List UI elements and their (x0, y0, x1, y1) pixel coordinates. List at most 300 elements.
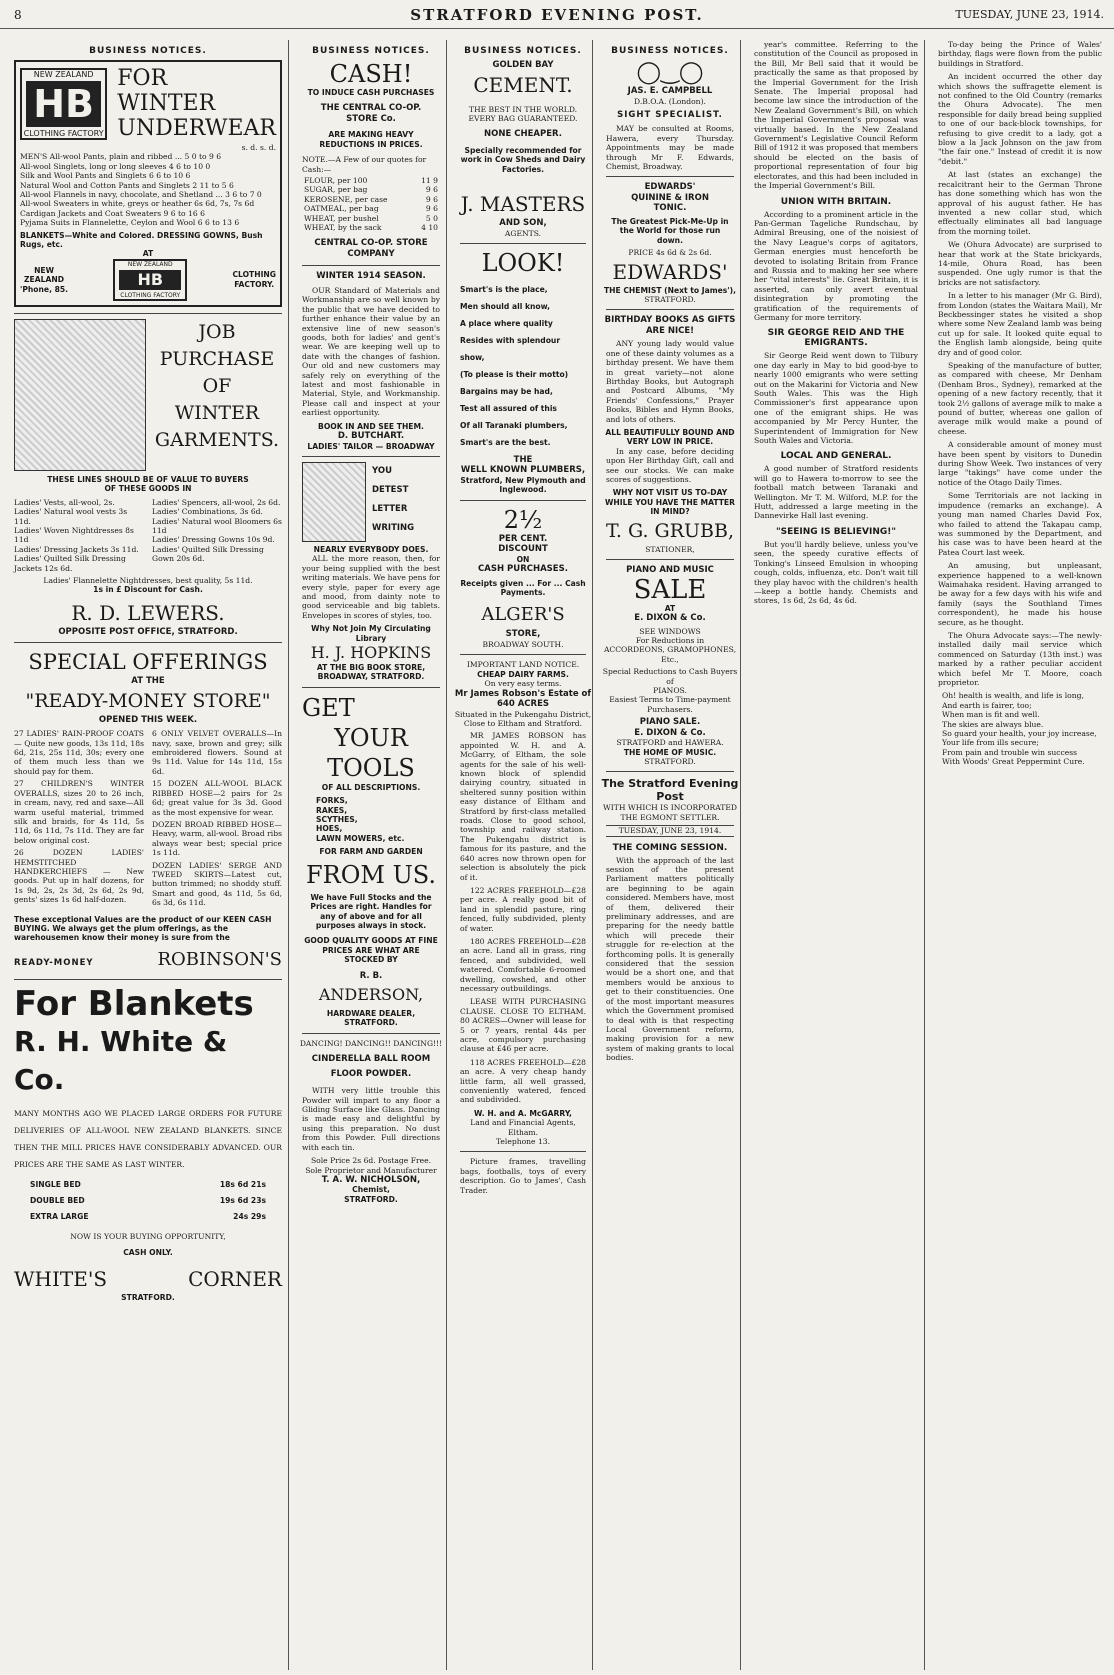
central-note: NOTE.—A Few of our quotes for Cash:— (302, 155, 427, 174)
row-key: DOUBLE BED (30, 1195, 85, 1205)
divider (14, 642, 282, 643)
list-item: FORKS, (316, 796, 348, 806)
spectacles-icon: ◯‿◯ (636, 60, 704, 85)
writing-desk-illustration-icon (302, 462, 366, 542)
masters-cement: CEMENT. (473, 72, 573, 97)
poem-line: Your life from ills secure; (942, 738, 1039, 748)
heading-line: UNDERWEAR (117, 116, 276, 141)
logo-bottom: CLOTHING FACTORY (23, 128, 104, 138)
footer-text: CORNER (188, 1266, 282, 1291)
anderson-body: We have Full Stocks and the Prices are right. Handles for any of above and for all purposes always in stock. (310, 892, 432, 930)
list-item: Test all assured of this (460, 403, 557, 413)
white-footer (14, 1265, 282, 1293)
list-item: Ladies' Dressing Jackets 3s 11d. (14, 544, 139, 554)
cinderella-sole: Sole Proprietor and Manufacturer (305, 1165, 437, 1175)
alger-line: CASH PURCHASES. (478, 564, 568, 575)
at-label: AT (142, 249, 154, 259)
list-item: DOZEN LADIES' SERGE AND TWEED SKIRTS—Latest cut, button trimmed; no shoddy stuff. Smart and good, 4s 11d, 5s 6d, 6s 3d, 6s 11d. (152, 860, 282, 908)
special-heading: SPECIAL OFFERINGS (28, 650, 268, 675)
row-value: 4 10 (421, 223, 438, 233)
divider (460, 500, 586, 501)
list-item: A place where quality (460, 318, 553, 328)
job-left-list (14, 498, 144, 573)
dixon-items: ACCORDEONS, GRAMOPHONES, Etc., (603, 645, 737, 664)
poem-line: From pain and trouble win success (942, 747, 1078, 757)
hb-footer (20, 259, 276, 301)
frames-notice: Picture frames, travelling bags, footballs, toys of every description. Go to James', Cash Trader. (460, 1157, 586, 1195)
job-heading (152, 319, 282, 471)
campbell-ad (600, 60, 740, 171)
table-row (304, 223, 438, 232)
list-item: Smart's are the best. (460, 437, 551, 447)
article-body: We (Ohura Advocate) are surprised to hear that work at the State brickyards, 14-mile, Ohura Road, has been suspended. One ugly rumor is that the bricks are not satisfactory. (938, 240, 1102, 287)
alger-address: BROADWAY SOUTH. (482, 639, 564, 649)
column-1 (8, 40, 289, 1670)
anderson-tools (316, 796, 426, 843)
masthead-settler: THE EGMONT SETTLER. (620, 812, 720, 822)
list-item: HOES, (316, 824, 343, 834)
hb-logo (20, 68, 107, 140)
dixon-special: Special Reductions to Cash Buyers of (602, 667, 738, 686)
list-item: (To please is their motto) (460, 369, 569, 379)
cinderella-body: WITH very little trouble this Powder will impart to any floor a Gliding Surface like Glass. Dancing is made easy and delightful by using this preparation. No dust from this Powder. Full directions with each tin. (302, 1086, 440, 1152)
list-item: Ladies' Quilted Silk Dressing Jackets 12s 6d. (14, 554, 126, 573)
heading-line: WINTER (174, 401, 260, 424)
cinderella-maker: T. A. W. NICHOLSON, (321, 1174, 421, 1185)
list-item: Bargains may be had, (460, 386, 553, 396)
poem-line: When man is fit and well. (942, 710, 1040, 720)
anderson-heading: YOUR (334, 723, 408, 752)
dixon-at: AT (664, 603, 676, 613)
list-item: All-wool Singlets, long or long sleeves 4 6 to 10 0 (20, 161, 211, 171)
land-agents: W. H. and A. McGARRY, (474, 1108, 572, 1118)
article-body: A considerable amount of money must have been spent by visitors to Dunedin during Show Week. Two instances of very large "takings" have come under the notice of the Otago Daily Times. (938, 440, 1102, 487)
article-heading: LOCAL AND GENERAL. (780, 451, 892, 462)
hopkins-nearly: NEARLY EVERYBODY DOES. (313, 544, 429, 554)
article-body: But you'll hardly believe, unless you've seen, the speedy curative effects of Tonking's Linseed Emulsion in whooping cough, colds, influenza, etc. Don't wait till they play havoc with the children's health—keep a bottle handy. Chemists and stores, 1s 6d, 2s 6d, 4s 6d. (754, 539, 918, 606)
masters-cheaper: NONE CHEAPER. (484, 129, 562, 140)
special-offerings-ad (14, 648, 282, 974)
heading-line: YOU (372, 465, 392, 476)
article-body: At last (states an exchange) the recalcitrant heir to the German Throne has done something which has won the approval of his august father. He has invented a new collar stud, which effectually eliminates all bad language from the morning toilet. (938, 170, 1102, 236)
masthead-title: The Stratford Evening Post (601, 777, 739, 804)
central-reductions: ARE MAKING HEAVY REDUCTIONS IN PRICES. (319, 130, 423, 149)
alger-receipts: Receipts given ... For ... Cash Payments. (460, 578, 586, 598)
divider (460, 243, 586, 244)
list-item: Silk and Wool Pants and Singlets 6 6 to 10 6 (20, 171, 191, 181)
article-body: To-day being the Prince of Wales' birthday, flags were flown from the public buildings in Stratford. (938, 40, 1102, 68)
list-item: Cardigan Jackets and Coat Sweaters 9 6 to 16 6 (20, 208, 205, 218)
column-4 (600, 40, 741, 1670)
smart-acrostic (460, 281, 586, 451)
masters-ad (454, 60, 592, 238)
job-items (14, 498, 282, 573)
header-date: TUESDAY, JUNE 23, 1914. (955, 8, 1104, 21)
alger-name: ALGER'S (481, 604, 565, 626)
edwards-address: THE CHEMIST (Next to James'), (603, 285, 736, 295)
edwards-heading: QUININE & IRON (631, 192, 709, 203)
masters-line: EVERY BAG GUARANTEED. (468, 113, 578, 123)
row-value: 9 6 (425, 204, 438, 214)
campbell-title: SIGHT SPECIALIST. (617, 109, 723, 120)
row-value: 9 6 (425, 194, 438, 204)
row-value: 24s 29s (233, 1211, 266, 1221)
cinderella-name: CINDERELLA BALL ROOM FLOOR POWDER. (311, 1054, 431, 1080)
article-body: In a letter to his manager (Mr G. Bird), from London (states the Waitara Mail), Mr Beckbessinger states he visited a shop where some New Zealand lamb was being cut up for sale. It looked quite equal to the English lamb alongside, being quite dry and of good color. (938, 291, 1102, 357)
logo-top: NEW ZEALAND (127, 260, 173, 268)
job-flannel: Ladies' Flannelette Nightdresses, best quality, 5s 11d. (43, 575, 253, 585)
masters-agents: AGENTS. (504, 228, 542, 238)
row-value: 11 9 (421, 176, 438, 186)
logo-bottom: CLOTHING FACTORY (120, 291, 181, 299)
grubb-why: WHY NOT VISIT US TO-DAY WHILE YOU HAVE THE MATTER IN MIND? (605, 488, 735, 517)
section-label: BUSINESS NOTICES. (312, 46, 430, 56)
masthead-inc: WITH WHICH IS INCORPORATED (602, 803, 737, 813)
article-body: Sir George Reid went down to Tilbury one day early in May to bid good-bye to nearly 1000 emigrants who were setting out on the Makarini for Victoria and New South Wales. This was the High Commissioner's first appearance upon one of the emigrant ships. He was accompanied by Mr Percy Hunter, the Superintendent of Immigration for New South Wales and Victoria. (754, 351, 918, 446)
list-item: MEN'S All-wool Pants, plain and ribbed ... 5 0 to 9 6 (20, 152, 222, 162)
heading-line: FOR (117, 66, 168, 91)
special-right (152, 729, 282, 910)
grubb-bound: ALL BEAUTIFULLY BOUND AND VERY LOW IN PRICE. (605, 428, 735, 447)
white-prices (30, 1177, 266, 1225)
special-opened: OPENED THIS WEEK. (98, 714, 198, 725)
cash-heading: CASH! (329, 60, 413, 88)
divider (606, 771, 734, 772)
list-item: Ladies' Natural wool vests 3s 11d. (14, 507, 128, 526)
hb-heading (117, 66, 276, 141)
job-right-list (152, 498, 282, 573)
footer-text: WHITE'S (14, 1266, 108, 1291)
heading-line: JOB (198, 320, 236, 343)
white-blankets-ad (14, 985, 282, 1302)
row-value: 5 0 (425, 213, 438, 223)
edwards-price: PRICE 4s 6d & 2s 6d. (628, 248, 712, 258)
footer-text: ZEALAND (24, 275, 64, 285)
row-key: FLOUR, per 100 (304, 176, 368, 186)
white-opportunity: NOW IS YOUR BUYING OPPORTUNITY, (70, 1231, 226, 1241)
table-row (304, 204, 438, 213)
article-heading: "SEEING IS BELIEVING!" (775, 526, 897, 537)
alger-percent: 2½ (503, 505, 543, 534)
grubb-ad (600, 315, 740, 554)
heading-line: LETTER (372, 503, 408, 514)
divider (14, 979, 282, 980)
footer-right (232, 270, 276, 289)
list-item: Ladies' Natural wool Bloomers 6s 11d (152, 516, 282, 535)
section-label: BUSINESS NOTICES. (611, 46, 729, 56)
dixon-piano-sale: PIANO SALE. (639, 717, 701, 728)
row-value: 18s 6d 21s (219, 1179, 266, 1189)
anderson-trade: HARDWARE DEALER, (326, 1009, 416, 1019)
article-body: An amusing, but unpleasant, experience happened to a well-known Waimahaka resident. Having arranged to be away for a few days with his wife and family (says the Southland Times correspondent), he made his house secure, as he thought. (938, 561, 1102, 627)
divider (460, 1151, 586, 1152)
list-item: 27 LADIES' RAIN-PROOF COATS— Quite new goods, 13s 11d, 18s 6d, 21s, 25s 11d, 30s; every one of them much less than we should pay for them. (14, 729, 144, 776)
land-heading: IMPORTANT LAND NOTICE. (466, 660, 580, 670)
hopkins-ad (296, 462, 446, 682)
masters-heading: GOLDEN BAY (492, 60, 554, 70)
divider (302, 456, 440, 457)
edwards-heading: EDWARDS' (644, 182, 696, 193)
table-row (304, 195, 438, 204)
white-heading: For Blankets (14, 983, 254, 1024)
price-columns: s. d. s. d. (241, 143, 276, 152)
dixon-sale: SALE (633, 574, 707, 605)
list-item: Ladies' Quilted Silk Dressing Gown 20s 6d. (152, 544, 264, 564)
anderson-name: ANDERSON, (318, 985, 424, 1005)
list-item: 122 ACRES FREEHOLD—£28 per acre. A really good bit of land in splendid pasture, ring fenced, fully subdivided, plenty of water. (460, 885, 586, 933)
central-prices (304, 176, 438, 232)
article-body: The Ohura Advocate says:—The newly-installed daily mail service which commenced on Saturday (13th inst.) was marked by a rather peculiar accident which befel Mr T. Moore, coach proprietor. (938, 630, 1102, 687)
special-sub: AT THE (131, 676, 165, 687)
logo-top: NEW ZEALAND (33, 69, 94, 79)
alger-ad (454, 506, 592, 650)
list-item: LEASE WITH PURCHASING CLAUSE. CLOSE TO ELTHAM. 80 ACRES—Owner will lease for 5 or 7 years, rental 44s per acre, compulsory purchasing clause at £46 per acre. (460, 997, 586, 1054)
dixon-see: SEE WINDOWS (639, 626, 701, 636)
edwards-ad (600, 182, 740, 304)
white-cash: CASH ONLY. (123, 1247, 173, 1257)
white-text: MANY MONTHS AGO WE PLACED LARGE ORDERS FOR FUTURE DELIVERIES OF ALL-WOOL NEW ZEALAND BLANKETS. SINCE THEN THE MILL PRICES HAVE CONSIDERABLY ADVANCED. OUR PRICES ARE THE SAME AS LAST WINTER. (14, 1108, 282, 1169)
divider (606, 176, 734, 177)
list-item: All-wool Sweaters in white, greys or heather 6s 6d, 7s, 7s 6d (20, 199, 255, 209)
table-row (30, 1177, 266, 1193)
list-item: 6 ONLY VELVET OVERALLS—In navy, saxe, brown and grey; silk embroidered flowers. Sound at 9s 11d. Value for 14s 11d, 15s 6d. (152, 729, 282, 776)
blankets-line: BLANKETS—White and Colored. DRESSING GOWNS, Bush Rugs, etc. (20, 230, 263, 250)
cinderella-town: STRATFORD. (344, 1194, 398, 1204)
look-heading: LOOK! (481, 248, 565, 277)
hb-underwear-ad (14, 60, 282, 307)
central-name: STORE Co. (346, 113, 396, 124)
table-row (30, 1193, 266, 1209)
page-number: 8 (14, 8, 22, 22)
anderson-good: GOOD QUALITY GOODS AT FINE PRICES ARE WHAT ARE STOCKED BY (304, 936, 438, 965)
campbell-name: JAS. E. CAMPBELL (627, 86, 713, 96)
alger-store: STORE, (505, 629, 541, 640)
masters-and: AND SON, (499, 218, 547, 229)
heading-line: GARMENTS. (154, 428, 280, 451)
list-item: Pyjama Suits in Flannelette, Ceylon and Wool 6 6 to 13 6 (20, 218, 240, 228)
list-item: Ladies' Combinations, 3s 6d. (152, 507, 263, 517)
article-heading: SIR GEORGE REID AND THE EMIGRANTS. (767, 328, 905, 349)
white-town: STRATFORD. (121, 1292, 175, 1302)
logo-letters: HB (26, 81, 101, 127)
land-body: MR JAMES ROBSON has appointed W. H. and A. McGarry, of Eltham, the sole agents for the sale of his well-known block of splendid dairying country, situated in sheltered sunny position within easy distance of Eltham and Stratford by first-class metalled roads. Close to good school, township and railway station. The Pukengahu district is famous for its pasture, and the 640 acres now thrown open for selection is absolutely the pick of it. (460, 731, 586, 882)
central-company: CENTRAL CO-OP. STORE COMPANY (314, 238, 428, 259)
column-6 (932, 40, 1108, 1670)
list-item: Of all Taranaki plumbers, (460, 420, 568, 430)
land-notice (454, 660, 592, 1195)
edwards-tagline: The Greatest Pick-Me-Up in the World for those run down. (611, 216, 729, 245)
article-body: Speaking of the manufacture of butter, as compared with cheese, Mr Denham (Denham Bros., Sydney), remarked at the opening of a new factory recently, that it took 2½ gallons of average milk to make a pound of butter, whereas one gallon of average milk would make a pound of cheese. (938, 361, 1102, 436)
section-label: BUSINESS NOTICES. (89, 46, 207, 56)
row-key: KEROSENE, per case (304, 194, 388, 204)
special-footer (14, 946, 282, 974)
anderson-heading: GET (302, 693, 355, 722)
list-item: Ladies' Dressing Gowns 10s 9d. (152, 535, 275, 545)
masters-name: J. MASTERS (460, 192, 586, 217)
list-item: 180 ACRES FREEHOLD—£28 an acre. Land all in grass, ring fenced, and subdivided, well watered. Comfortable 6-roomed dwelling, cowshed, and other necessary outbuildings. (460, 936, 586, 993)
garments-illustration-icon (14, 319, 146, 471)
masthead (600, 777, 740, 836)
land-telephone: Telephone 13. (495, 1137, 551, 1147)
grubb-heading: BIRTHDAY BOOKS AS GIFTS ARE NICE! (604, 315, 736, 336)
section-label: BUSINESS NOTICES. (464, 46, 582, 56)
row-value: 9 6 (425, 185, 438, 195)
article-body: A good number of Stratford residents will go to Hawera to-morrow to see the football match between Taranaki and Wellington. Mr T. M. Wilford, M.P. for the Hutt, addressed a large meeting in the Dannevirke Hall last evening. (754, 464, 918, 521)
footer-text: CLOTHING (232, 270, 276, 280)
poem-line: With Woods' Great Peppermint Cure. (942, 757, 1085, 767)
list-item: All-wool Flannels in navy, chocolate, and Shetland ... 3 6 to 7 0 (20, 190, 262, 200)
footer-text: READY-MONEY (14, 957, 94, 968)
table-row (304, 176, 438, 185)
masters-line: THE BEST IN THE WORLD. (468, 104, 578, 114)
central-sub: TO INDUCE CASH PURCHASES (307, 88, 435, 97)
article-session (600, 843, 740, 1063)
job-discount: 1s in £ Discount for Cash. (93, 585, 203, 595)
article-body: According to a prominent article in the Pan-German Tageliche Rundschau, by Admiral Breusing, one of the noisiest of the Navy League's corps of agitators, German energies must henceforth be devoted to isolating Britain from France and Russia and to making her see where her "vital interests" lie. Great Britain, it is asserted, can only avert eventual disintegration by promoting the gratification of the requirements of Germany for more territory. (754, 209, 918, 322)
anderson-heading: TOOLS (327, 753, 415, 782)
hb-price-list (20, 152, 276, 227)
divider (606, 559, 734, 560)
job-note: THESE LINES SHOULD BE OF VALUE TO BUYERS OF THESE GOODS IN (47, 474, 249, 494)
heading-line: WINTER (117, 91, 216, 116)
column-2 (296, 40, 447, 1670)
heading-line: OF (202, 374, 232, 397)
list-item: 15 DOZEN ALL-WOOL BLACK RIBBED HOSE—2 pairs for 2s 6d; great value for 3s 3d. Good as the most expensive for wear. (152, 779, 282, 817)
dixon-town: STRATFORD. (644, 756, 696, 766)
poem-line: The skies are always blue. (942, 719, 1044, 729)
poem-line: Oh! health is wealth, and life is long, (942, 691, 1084, 701)
smart-plumbers: WELL KNOWN PLUMBERS, (460, 465, 586, 476)
land-estate: Mr James Robson's Estate of 640 ACRES (454, 688, 592, 710)
central-coop-ad (296, 60, 446, 259)
hopkins-words (372, 462, 414, 542)
table-row (304, 214, 438, 223)
dixon-for: For Reductions in (635, 635, 705, 645)
hopkins-library: Why Not Join My Circulating Library (311, 624, 431, 643)
list-item: Ladies' Woven Nightdresses 8s 11d (14, 525, 134, 545)
divider (302, 687, 440, 688)
edwards-town: STRATFORD. (644, 294, 696, 304)
alger-line: DISCOUNT (498, 544, 548, 555)
row-key: WHEAT, by the sack (304, 223, 382, 233)
row-key: SINGLE BED (30, 1179, 81, 1189)
page-header (0, 0, 1114, 29)
smart-ad (454, 249, 592, 495)
footer-text: ROBINSON'S (157, 948, 282, 970)
grubb-body2: In any case, before deciding upon Her Birthday Gift, call and see our stocks. We can make scores of suggestions. (606, 446, 734, 485)
article-body: year's committee. Referring to the constitution of the Council as proposed in the Bill, Mr Bell said that it would be practically the same as that proposed by the Imperial Government for the Irish Senate. The Imperial proposal had become law since the introduction of the New Zealand Government's Bill, on which the Imperial Government's proposal was virtually based. In the New Zealand Government's Legislative Council Reform Bill of 1912 it was proposed that members should be elected on the basis of proportional representation of four big electorates, and this had been included in the Imperial Government's Bill. (754, 40, 918, 191)
article-heading: UNION WITH BRITAIN. (780, 196, 892, 207)
alger-line: ON (516, 554, 530, 564)
smart-places: Stratford, New Plymouth and Inglewood. (460, 475, 586, 495)
cinderella-ad (296, 1039, 446, 1204)
list-item: Smart's is the place, (460, 284, 548, 294)
edwards-heading: TONIC. (653, 203, 687, 214)
land-terms: On very easy terms. (484, 679, 562, 689)
central-name: THE CENTRAL CO-OP. (320, 103, 422, 114)
dixon-home: THE HOME OF MUSIC. (623, 747, 717, 757)
anderson-from: FROM US. (305, 860, 437, 889)
dixon-name: E. DIXON & Co. (634, 613, 706, 623)
table-row (30, 1209, 266, 1225)
job-purchase-ad (14, 319, 282, 637)
anderson-town: STRATFORD. (344, 1018, 398, 1028)
dixon-towns: STRATFORD and HAWERA. (616, 738, 724, 748)
list-item: 26 DOZEN LADIES' HEMSTITCHED HANDKERCHIEFS — New goods. Put up in half dozens, for 1s 9d, 2s, 2s 3d, 2s 6d, 2s 9d, gents' sizes 1s 6d half-dozen. (14, 848, 144, 905)
dixon-ad (600, 565, 740, 766)
poem-line: And earth is fairer, too; (942, 700, 1032, 710)
butchart-book: BOOK IN AND SEE THEM. (318, 421, 424, 431)
heading-line: PURCHASE (159, 347, 275, 370)
footer-text: FACTORY. (234, 279, 275, 289)
column-5 (748, 40, 925, 1670)
divider (606, 309, 734, 310)
list-item: SCYTHES, (316, 815, 358, 825)
campbell-body: MAY be consulted at Rooms, Hawera, every Thursday. Appointments may be made through Mr F. Edwards, Chemist, Broadway. (606, 124, 734, 172)
list-item: Ladies' Spencers, all-wool, 2s 6d. (152, 497, 281, 507)
row-key: EXTRA LARGE (30, 1211, 89, 1221)
butchart-name: D. BUTCHART. (337, 431, 405, 442)
cinderella-dancing: DANCING! DANCING!! DANCING!!! (299, 1038, 443, 1048)
list-item: DOZEN BROAD RIBBED HOSE—Heavy, warm, all-wool. Broad ribs always wear best; special price 1s 11d. (152, 819, 282, 858)
article-body: An incident occurred the other day which shows the suffragette element is not confined to the Old Country (remarks the Ohura Advocate). The men responsible for daily bread being supplied to one of our back-block townships, for refusing to give credit to a lady, got a blow a la Jack Johnson on the jaw from "the fair one." Instead of credit it is now "debit." (938, 72, 1102, 166)
land-situated: Situated in the Pukengahu District, Close to Eltham and Stratford. (454, 709, 592, 728)
divider (302, 265, 440, 266)
dixon-easy: Easiest Terms to Time-payment Purchasers. (609, 695, 731, 714)
job-address: OPPOSITE POST OFFICE, STRATFORD. (58, 626, 238, 637)
hopkins-address: AT THE BIG BOOK STORE, BROADWAY, STRATFORD. (316, 663, 426, 682)
land-cheap: CHEAP DAIRY FARMS. (477, 669, 569, 679)
special-store: "READY-MONEY STORE" (25, 689, 271, 712)
masthead-date: TUESDAY, JUNE 23, 1914. (606, 825, 734, 836)
alger-line: PER CENT. (498, 533, 548, 544)
grubb-body: ANY young lady would value one of these dainty volumes as a birthday present. We have them in great variety—not alone Birthday Books, but Autograph and Postcard Albums, "My Friends' Confessions," Prayer Books, Bibles and Hymn Books, and lots of others. (606, 339, 734, 424)
list-item: Men should all know, (460, 301, 551, 311)
list-item: Resides with splendour show, (460, 335, 561, 362)
anderson-initials: R. B. (359, 970, 383, 981)
grubb-name: T. G. GRUBB, (606, 519, 734, 542)
smart-the: THE (513, 454, 533, 465)
cinderella-price: Sole Price 2s 6d. Postage Free. (310, 1156, 432, 1166)
white-firm: R. H. White & Co. (14, 1024, 228, 1096)
special-note: These exceptional Values are the product of our KEEN CASH BUYING. We always get the plum offerings, as the warehousemen know their money is sure from the (14, 914, 272, 943)
divider (460, 654, 586, 655)
footer-left (20, 266, 68, 294)
article-body: With the approach of the last session of the present Parliament matters politically are beginning to be again considered. Members have, most of them, delivered their preliminary addresses, and are preparing for the needy battle which will precede their struggle for re-election at the forthcoming polls. It is generally considered that the session would be a short one, and that members would be anxious to get to their constituencies. One of the most important measures which the Government promised to deal with is that respecting Local Government reform, making provision for a new system of making grants to local bodies. (606, 855, 734, 1063)
newspaper-title: STRATFORD EVENING POST. (410, 6, 704, 24)
campbell-degree: D.B.O.A. (London). (634, 96, 706, 106)
row-key: WHEAT, per bushel (304, 213, 379, 223)
cinderella-chemist: Chemist, (352, 1185, 390, 1195)
list-item: RAKES, (316, 805, 348, 815)
list-item: LAWN MOWERS, etc. (316, 833, 405, 843)
list-item: Natural Wool and Cotton Pants and Singlets 2 11 to 5 6 (20, 180, 234, 190)
article-heading: THE COMING SESSION. (612, 842, 728, 853)
job-merchant: R. D. LEWERS. (71, 600, 225, 625)
table-row (304, 185, 438, 194)
hb-logo-small (113, 259, 187, 301)
season-heading: WINTER 1914 SEASON. (316, 271, 426, 282)
divider (14, 313, 282, 314)
column-3 (454, 40, 593, 1670)
peppermint-poem (942, 691, 1098, 766)
poem-line: So guard your health, your joy increase, (942, 729, 1097, 739)
butchart-address: LADIES' TAILOR — BROADWAY (307, 441, 435, 451)
hopkins-body: ALL the more reason, then, for your being supplied with the best writing materials. We have pens for every style, paper for every age and mood, from dainty note to good serviceable and big tablets. Envelopes in scores of styles, too. (302, 554, 440, 620)
divider (302, 1033, 440, 1034)
anderson-sub: OF ALL DESCRIPTIONS. (321, 782, 421, 792)
list-item: 27 CHILDREN'S WINTER OVERALLS, sizes 20 to 26 inch, in cream, navy, red and saxe—All warm useful material, trimmed silk and braids, for 4s 11d, 5s 11d, 6s 11d, 7s 11d. They are far below original cost. (14, 779, 144, 845)
